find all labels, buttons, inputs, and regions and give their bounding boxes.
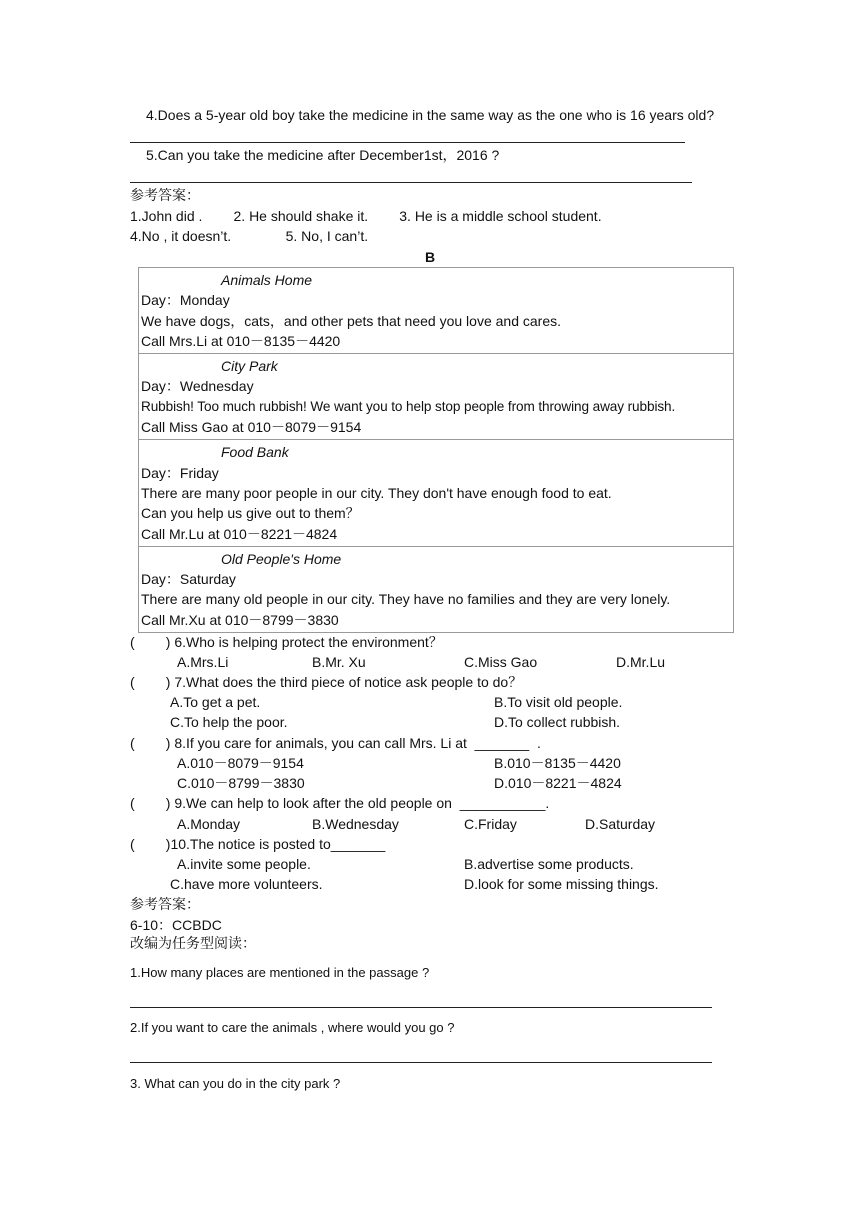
q8-option-a: A.010－8079－9154 <box>177 755 304 771</box>
q8-option-b: B.010－8135－4420 <box>494 755 621 771</box>
answer-line-5 <box>130 182 692 183</box>
task-question-3: 3. What can you do in the city park ? <box>130 1076 341 1091</box>
q10-option-b: B.advertise some products. <box>464 856 634 872</box>
q9-option-a: A.Monday <box>177 816 241 832</box>
notice-title: Food Bank <box>221 444 289 461</box>
answer-key-b: 6-10：CCBDC <box>130 917 222 933</box>
q6-option-a: A.Mrs.Li <box>177 654 229 670</box>
notice-food-bank <box>139 440 733 546</box>
q6-option-d: D.Mr.Lu <box>616 654 666 670</box>
q9-option-d: D.Saturday <box>585 816 656 832</box>
q9-option-c: C.Friday <box>464 816 517 832</box>
q8-option-d: D.010－8221－4824 <box>494 775 622 791</box>
notice-title: City Park <box>221 358 278 375</box>
notice-day: Day：Saturday <box>141 571 236 588</box>
question-9: ( ) 9.We can help to look after the old people on ___________. <box>130 795 550 811</box>
answers-line-2: 4.No , it doesn’t. 5. No, I can’t. <box>130 228 369 244</box>
question-7: ( ) 7.What does the third piece of notice ask people to do？ <box>130 674 523 690</box>
q7-option-d: D.To collect rubbish. <box>494 714 621 730</box>
notice-call: Call Mr.Xu at 010－8799－3830 <box>141 611 339 628</box>
notice-text: We have dogs，cats，and other pets that need you love and cares. <box>141 312 561 329</box>
notice-title: Old People's Home <box>221 550 342 567</box>
notice-old-peoples-home <box>139 547 733 632</box>
notice-text: Rubbish! Too much rubbish! We want you to help stop people from throwing away rubbish. <box>141 398 676 414</box>
notice-animals-home <box>139 268 733 354</box>
q7-option-c: C.To help the poor. <box>170 714 288 730</box>
notice-table <box>138 267 734 633</box>
task-answer-line-2 <box>130 1062 712 1063</box>
answer-heading-b: 参考答案： <box>130 897 200 913</box>
notice-title: Animals Home <box>221 272 313 288</box>
q6-option-b: B.Mr. Xu <box>312 654 366 670</box>
notice-call: Call Miss Gao at 010－8079－9154 <box>141 419 362 436</box>
task-reading-heading: 改编为任务型阅读： <box>130 936 256 952</box>
q8-option-c: C.010－8799－3830 <box>177 775 305 791</box>
notice-text: There are many old people in our city. They have no families and they are very lonely. <box>141 591 671 608</box>
question-5: 5.Can you take the medicine after December1st，2016 ? <box>146 147 500 163</box>
notice-text: Can you help us give out to them？ <box>141 505 360 522</box>
notice-day: Day：Monday <box>141 292 230 309</box>
answer-line-4 <box>130 142 685 143</box>
notice-city-park <box>139 354 733 440</box>
task-question-2: 2.If you want to care the animals , where would you go ? <box>130 1020 455 1035</box>
answers-line-1: 1.John did . 2. He should shake it. 3. He is a middle school student. <box>130 208 602 224</box>
notice-day: Day：Friday <box>141 464 219 481</box>
q7-option-a: A.To get a pet. <box>170 694 261 710</box>
task-question-1: 1.How many places are mentioned in the passage ? <box>130 965 430 980</box>
section-b-title: B <box>425 249 436 265</box>
notice-text: There are many poor people in our city. They don't have enough food to eat. <box>141 484 612 501</box>
question-10: ( )10.The notice is posted to_______ <box>130 836 386 852</box>
q6-option-c: C.Miss Gao <box>464 654 538 670</box>
q10-option-d: D.look for some missing things. <box>464 876 659 892</box>
q7-option-b: B.To visit old people. <box>494 694 623 710</box>
question-6: ( ) 6.Who is helping protect the environment？ <box>130 634 443 650</box>
q10-option-c: C.have more volunteers. <box>170 876 323 892</box>
task-answer-line-1 <box>130 1007 712 1008</box>
question-8: ( ) 8.If you care for animals, you can call Mrs. Li at _______ . <box>130 735 541 751</box>
notice-day: Day：Wednesday <box>141 378 254 395</box>
q10-option-a: A.invite some people. <box>177 856 311 872</box>
question-4: 4.Does a 5-year old boy take the medicine in the same way as the one who is 16 years old? <box>146 107 715 123</box>
notice-call: Call Mr.Lu at 010－8221－4824 <box>141 525 338 542</box>
q9-option-b: B.Wednesday <box>312 816 399 832</box>
notice-call: Call Mrs.Li at 010－8135－4420 <box>141 332 341 349</box>
answer-heading-a: 参考答案： <box>130 188 200 204</box>
